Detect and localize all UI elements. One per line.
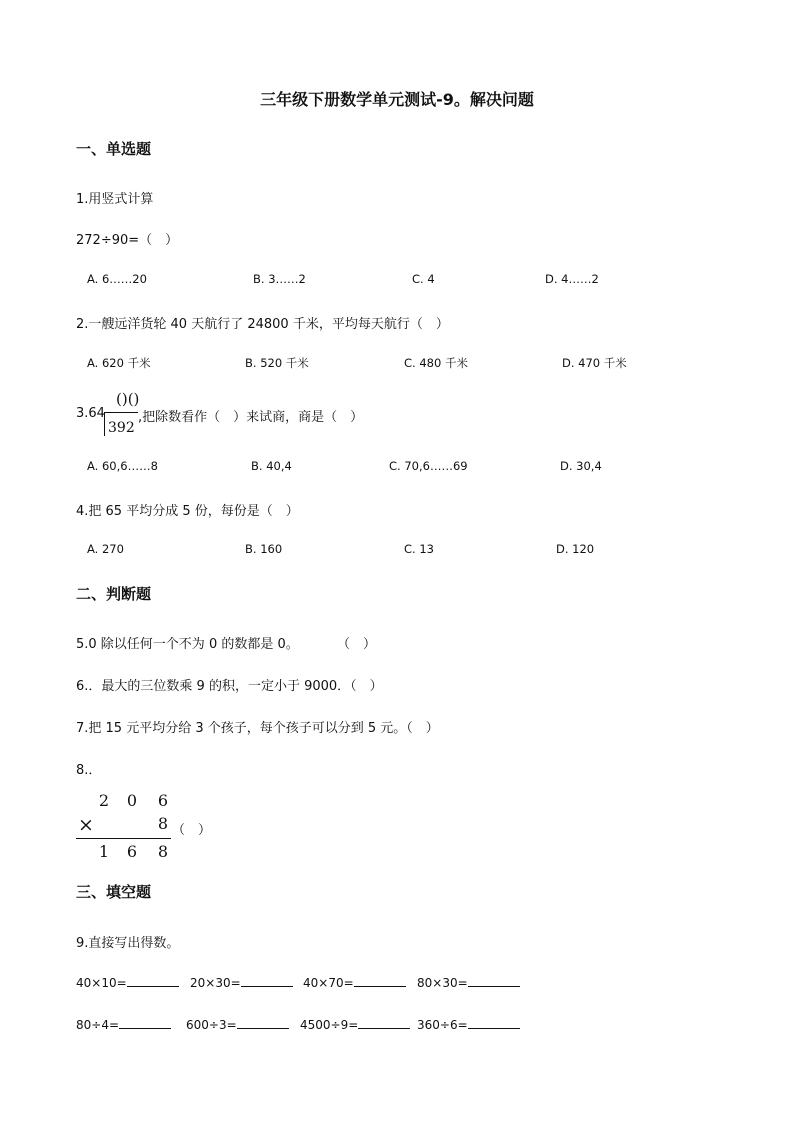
- question-2-option-d[interactable]: D. 470 千米: [562, 356, 627, 370]
- fill-item[interactable]: 600÷3=: [186, 1016, 289, 1032]
- question-3-suffix: ,把除数看作（ ）来试商，商是（ ）: [138, 410, 364, 425]
- question-3-option-a[interactable]: A. 60,6……8: [87, 459, 158, 473]
- answer-blank[interactable]: [237, 1016, 289, 1029]
- question-7-stem: 7.把 15 元平均分给 3 个孩子，每个孩子可以分到 5 元。（ ）: [76, 721, 439, 736]
- fill-item[interactable]: 40×10=: [76, 974, 179, 990]
- division-bar: [104, 412, 138, 413]
- question-1-option-a[interactable]: A. 6……20: [87, 272, 147, 286]
- question-4-option-c[interactable]: C. 13: [404, 542, 434, 556]
- question-2-option-b[interactable]: B. 520 千米: [245, 356, 309, 370]
- answer-blank[interactable]: [119, 1016, 171, 1029]
- question-3-option-b[interactable]: B. 40,4: [251, 459, 292, 473]
- question-4-stem: 4.把 65 平均分成 5 份，每份是（ ）: [76, 504, 299, 519]
- question-8-answer-paren[interactable]: （ ）: [172, 823, 212, 838]
- question-2-option-a[interactable]: A. 620 千米: [87, 356, 151, 370]
- fill-item[interactable]: 360÷6=: [417, 1016, 520, 1032]
- product-digit: 8: [157, 842, 169, 861]
- answer-blank[interactable]: [241, 974, 293, 987]
- answer-blank[interactable]: [468, 1016, 520, 1029]
- question-5-answer-paren[interactable]: （ ）: [337, 637, 377, 652]
- section-true-false: 二、判断题: [76, 585, 152, 603]
- question-4-option-d[interactable]: D. 120: [556, 542, 595, 556]
- section-single-choice: 一、单选题: [76, 140, 152, 158]
- question-1-option-b[interactable]: B. 3……2: [253, 272, 306, 286]
- fill-item[interactable]: 40×70=: [303, 974, 406, 990]
- multiplicand-digit: 2: [98, 791, 110, 810]
- fill-item[interactable]: 4500÷9=: [300, 1016, 410, 1032]
- section-fill-in: 三、填空题: [76, 883, 152, 901]
- fill-item[interactable]: 20×30=: [190, 974, 293, 990]
- question-1-stem: 1.用竖式计算: [76, 192, 154, 207]
- multiplication-line: [76, 838, 171, 839]
- multiply-sign: ×: [78, 814, 94, 836]
- question-8-stem: 8.．: [76, 763, 102, 778]
- product-digit: 1: [98, 842, 110, 861]
- question-5-stem: 5.0 除以任何一个不为 0 的数都是 0。: [76, 637, 299, 652]
- question-2-option-c[interactable]: C. 480 千米: [404, 356, 468, 370]
- page-title: 三年级下册数学单元测试-9。解决问题: [260, 90, 534, 109]
- question-1-option-d[interactable]: D. 4……2: [545, 272, 599, 286]
- product-digit: 6: [126, 842, 138, 861]
- question-3-option-d[interactable]: D. 30,4: [560, 459, 602, 473]
- question-2-stem: 2.一艘远洋货轮 40 天航行了 24800 千米，平均每天航行（ ）: [76, 317, 449, 332]
- question-6-stem: 6.．最大的三位数乘 9 的积，一定小于 9000．（ ）: [76, 679, 383, 694]
- question-1-expression: 272÷90=（ ）: [76, 233, 179, 248]
- question-1-option-c[interactable]: C. 4: [412, 272, 435, 286]
- multiplicand-digit: 0: [126, 791, 138, 810]
- answer-blank[interactable]: [354, 974, 406, 987]
- question-3-quotient-placeholders: ()(): [116, 390, 140, 408]
- question-3-option-c[interactable]: C. 70,6……69: [389, 459, 468, 473]
- answer-blank[interactable]: [127, 974, 179, 987]
- question-3-prefix: 3.64: [76, 406, 105, 421]
- division-bracket: [104, 412, 105, 436]
- answer-blank[interactable]: [468, 974, 520, 987]
- fill-item[interactable]: 80÷4=: [76, 1016, 171, 1032]
- question-3-dividend: 392: [108, 420, 135, 436]
- fill-item[interactable]: 80×30=: [417, 974, 520, 990]
- question-9-stem: 9.直接写出得数。: [76, 936, 180, 951]
- multiplier-digit: 8: [157, 814, 169, 833]
- answer-blank[interactable]: [358, 1016, 410, 1029]
- multiplicand-digit: 6: [157, 791, 169, 810]
- question-4-option-a[interactable]: A. 270: [87, 542, 124, 556]
- question-4-option-b[interactable]: B. 160: [245, 542, 283, 556]
